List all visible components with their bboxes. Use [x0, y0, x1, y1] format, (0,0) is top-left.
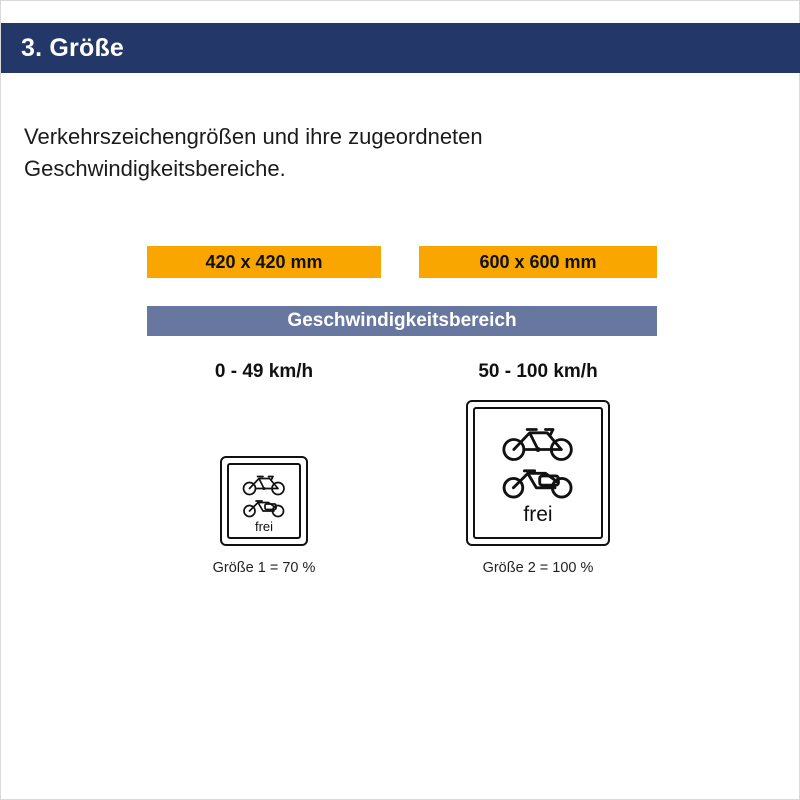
sign-text-large: frei: [523, 502, 553, 526]
intro-text: [24, 121, 724, 185]
size-chip-large: 600 x 600 mm: [419, 246, 657, 278]
size-chip-row: [1, 246, 800, 278]
moped-icon: [499, 462, 577, 500]
sign-content-large: [468, 402, 608, 544]
bicycle-icon: [499, 422, 577, 462]
moped-icon: [241, 496, 287, 518]
intro-line-1: Verkehrszeichengrößen und ihre zugeordneten: [24, 124, 483, 149]
sign-wrapper-large: [419, 401, 657, 546]
traffic-sign-small: [220, 456, 308, 546]
speed-value-large: 50 - 100 km/h: [478, 361, 598, 382]
sign-wrapper-small: [147, 401, 381, 546]
intro-line-2: Geschwindigkeitsbereiche.: [24, 155, 286, 181]
section-header: [1, 23, 800, 73]
sign-content-small: [222, 458, 306, 544]
size-chip-small: 420 x 420 mm: [147, 246, 381, 278]
speed-value-small: 0 - 49 km/h: [214, 361, 314, 382]
sign-column-large: [419, 401, 657, 576]
traffic-sign-large: [466, 400, 610, 546]
speed-range-band: Geschwindigkeitsbereich: [147, 306, 657, 336]
sign-text-small: frei: [254, 518, 274, 534]
caption-small: Größe 1 = 70 %: [212, 560, 316, 576]
caption-large: Größe 2 = 100 %: [482, 560, 594, 576]
sign-column-small: [147, 401, 381, 576]
speed-value-row: [1, 361, 800, 385]
bicycle-icon: [241, 472, 287, 496]
page-title: 3. Größe: [21, 33, 125, 62]
